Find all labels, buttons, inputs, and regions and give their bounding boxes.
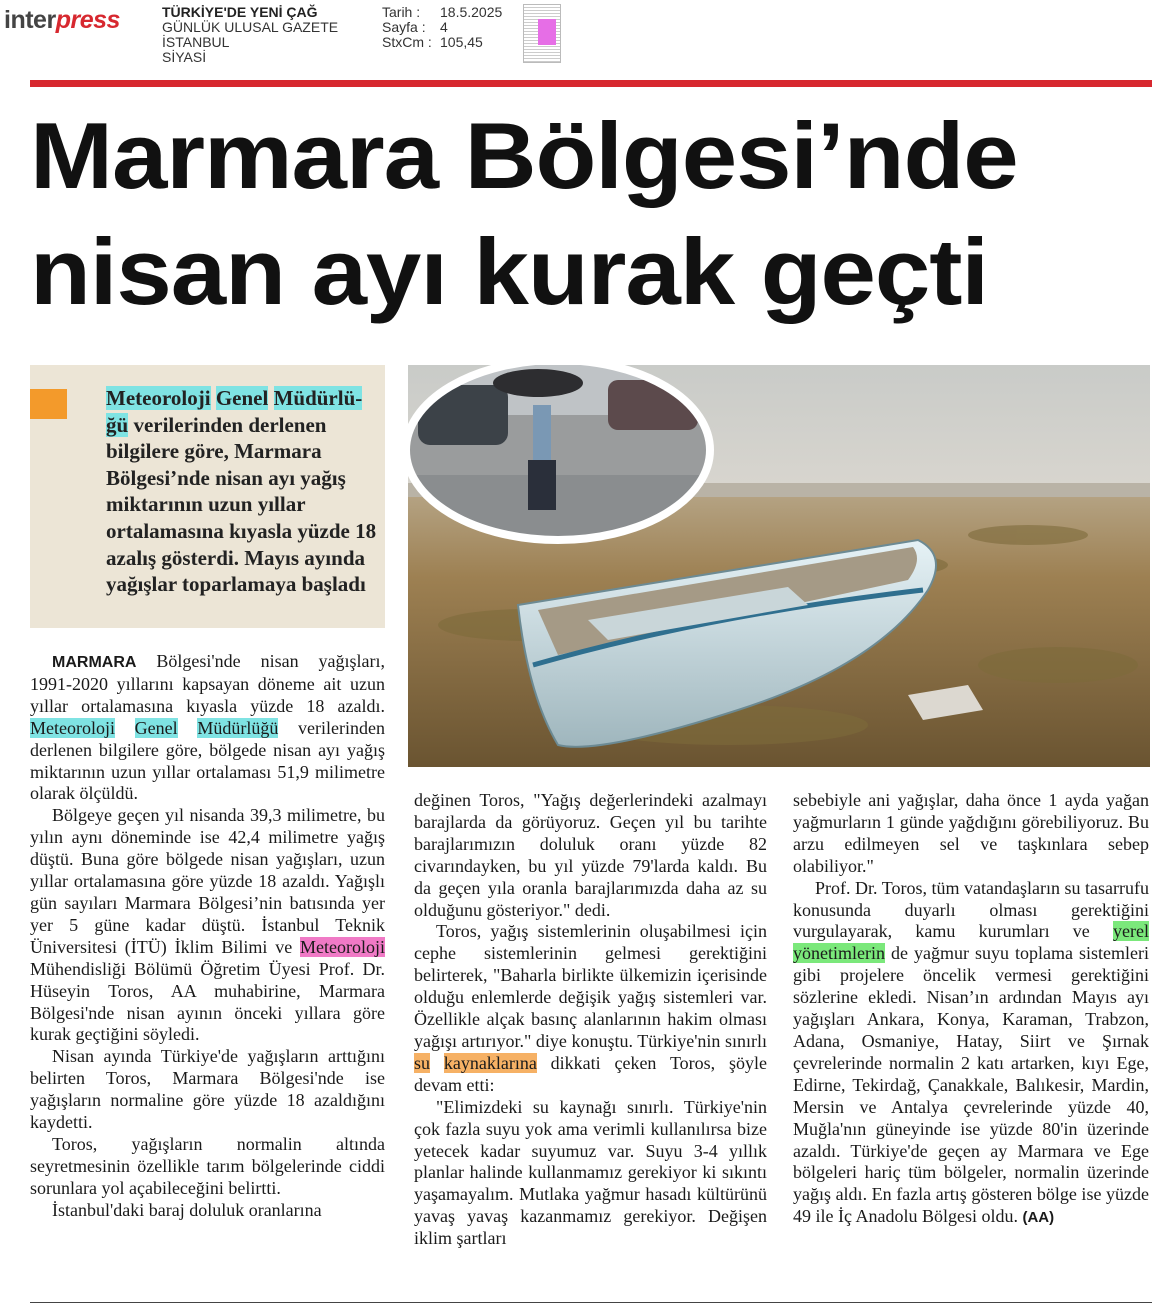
article-column-3: [793, 790, 1149, 1229]
publication-name: TÜRKİYE'DE YENİ ÇAĞ: [162, 4, 318, 20]
article-photo: [408, 365, 1150, 767]
paragraph: sebebiyle ani yağışlar, daha önce 1 ayda yağan yağmurların 1 günde yağdığını görebiliyoruz. Bu arzu edilmeyen sel ve taşkınlara sebep olabiliyor.": [793, 790, 1149, 876]
text-highlight: su: [414, 1052, 431, 1073]
paragraph: [30, 805, 385, 1046]
text-highlight: Meteoroloji: [30, 717, 115, 738]
spot-highlight: Müdürlü-: [273, 386, 363, 410]
text-highlight: Meteoroloji: [300, 936, 385, 957]
text-highlight: Genel: [134, 717, 178, 738]
spot-highlight: Genel: [215, 386, 269, 410]
footer-divider: [30, 1302, 1152, 1303]
text-run: Bölgeye geçen yıl nisanda 39,3 milimetre, bu yılın aynı döneminde ise 42,4 milimetre yağış düştü. Buna göre bölgede nisan yağışları, uzun yıllar ortalamasına göre yüzde 18 azaldı. Yağışlı gün sayıları Marmara Bölgesi’nin batısında yer yer 5 güne kadar düştü. İstanbul Teknik Üniversitesi (İTÜ) İklim Bilimi ve: [30, 805, 385, 957]
text-highlight: yerel: [1113, 921, 1149, 942]
paragraph: değinen Toros, "Yağış değerlerindeki azalmayı barajlarda da görüyoruz. Geçen yıl bu tarihte barajlarımızın doluluk oranı yüzde 82 civarındayken, bu yıl yüzde 79'larda kaldı. Bu da geçen yıla oranla barajlarımızda daha az su olduğunu gösteriyor." dedi.: [414, 790, 767, 920]
thumbnail-highlight: [538, 19, 556, 45]
paragraph: [30, 651, 385, 805]
paragraph: "Elimizdeki su kaynağı sınırlı. Türkiye'nin çok fazla suyu yok ama verimli kullanılırsa bize yetecek kadar suyumuz var. Suyu 3-4 yıllık planlar halinde kullanmamız gerekiyor ki sıkıntı yaşamayalım. Mutlaka yağmur hasadı kültürünü yavaş yavaş kazanmamız gerekiyor. Değişen iklim şartları: [414, 1096, 767, 1249]
text-highlight: Müdürlüğü: [197, 717, 279, 738]
text-highlight: yönetimlerin: [793, 943, 885, 964]
spot-square-icon: [30, 389, 67, 419]
text-run: verilerinden derlenen bilgilere göre, bölgede nisan ayı yağış miktarının uzun yıllar ortalaması 51,9 milimetre olarak ölçüldü.: [30, 717, 385, 804]
headline: [30, 98, 1160, 330]
boat-photo-illustration: [408, 365, 1150, 767]
header-divider: [30, 80, 1152, 87]
paragraph: [414, 921, 767, 1096]
text-run: Toros, yağış sistemlerinin oluşabilmesi için cephe sistemlerinin gelmesi gerektiğini belirterek, "Baharla birlikte ülkemizin içerisinde olduğu enlemlerde değişik yağış sistemleri var. Özellikle alçak basınç alanlarının hakim olması yağışı artırıyor." diye konuştu. Türkiye'nin sınırlı: [414, 921, 767, 1051]
paragraph: Toros, yağışların normalin altında seyretmesinin özellikle tarım bölgelerinde ciddi sorunlara yol açabileceğini belirtti.: [30, 1133, 385, 1198]
logo-part-inter: inter: [4, 6, 56, 34]
paragraph: Nisan ayında Türkiye'de yağışların arttığını belirten Toros, Marmara Bölgesi'nde ise yağışların normaline göre yüzde 18 azaldığını kaydetti.: [30, 1046, 385, 1133]
logo-part-press: press: [55, 6, 120, 34]
publication-city: İSTANBUL: [162, 34, 230, 50]
page-label: Sayfa :: [382, 19, 426, 35]
article-column-1: [30, 651, 385, 1222]
date-value: 18.5.2025: [440, 4, 503, 20]
text-run: Prof. Dr. Toros, tüm vatandaşların su tasarrufu konusunda duyarlı olması gerektiğini vurgulayarak, kamu kurumları ve: [793, 877, 1149, 942]
page-value: 4: [440, 19, 448, 35]
interpress-logo: [4, 6, 120, 35]
text-run: de yağmur suyu toplama sistemleri gibi projelere öncelik vermesi gerektiğini sözlerine ekledi. Nisan’ın ardından Mayıs ayı yağışları Ankara, Konya, Karaman, Trabzon, Adana, Osmaniye, Hatay, Siirt ve Şırnak çevrelerinde normalin 2 katı artarken, kıyı Ege, Edirne, Tekirdağ, Çanakkale, Balıkesir, Mardin, Mersin ve Antalya çevrelerinde yüzde 40, Muğla'nın güneyinde ise yüzde 80'in üzerinde azaldı. Türkiye'de geçen ay Marmara ve Ege bölgeleri hariç tüm bölgeler, normalin üzerinde yağış aldı. En fazla artış gösteren bölge ise yüzde 49 ile İç Anadolu Bölgesi oldu.: [793, 943, 1149, 1227]
clipping-info: [382, 5, 502, 50]
spot-rest: verilerinden derlenen bilgilere göre, Marmara Bölgesi’nde nisan ayı yağış miktarının uzun yıllar ortalamasına kıyasla yüzde 18 azalış gösterdi. Mayıs ayında yağışlar toparlamaya başladı: [106, 412, 377, 597]
source-credit: (AA): [1022, 1209, 1055, 1227]
page-thumbnail[interactable]: [523, 4, 561, 63]
headline-line-2: nisan ayı kurak geçti: [30, 219, 988, 324]
spot-text: [106, 385, 378, 598]
stxcm-row: [382, 35, 502, 50]
spot-highlight: ğü: [106, 412, 129, 437]
spot-box: [30, 365, 385, 628]
stxcm-value: 105,45: [440, 34, 483, 50]
publication-section: SİYASİ: [162, 49, 207, 65]
paragraph: [793, 878, 1149, 1230]
text-run: Mühendisliği Bölümü Öğretim Üyesi Prof. Dr. Hüseyin Toros, AA muhabirine, Marmara Bölgesi'nde nisan ayının önceki yıllara göre kurak geçtiğini söyledi.: [30, 958, 385, 1045]
lead-word: MARMARA: [52, 654, 137, 671]
publication-info: [162, 5, 338, 65]
text-run: Bölgesi'nde nisan yağışları, 1991-2020 yıllarını kapsayan döneme ait uzun yıllar ortalamasına kıyasla yüzde 18 azaldı.: [30, 651, 385, 716]
article-column-2: [414, 790, 767, 1250]
date-row: [382, 5, 502, 20]
publication-frequency: GÜNLÜK ULUSAL GAZETE: [162, 19, 339, 35]
paragraph: İstanbul'daki baraj doluluk oranlarına: [52, 1199, 322, 1220]
text-highlight: kaynaklarına: [443, 1052, 537, 1073]
date-label: Tarih :: [382, 4, 421, 20]
text-run: dikkati çeken Toros, şöyle devam etti:: [414, 1052, 768, 1095]
stxcm-label: StxCm :: [382, 34, 432, 50]
page-row: [382, 20, 502, 35]
headline-line-1: Marmara Bölgesi’nde: [30, 103, 1018, 208]
spot-highlight: Meteoroloji: [106, 386, 211, 410]
